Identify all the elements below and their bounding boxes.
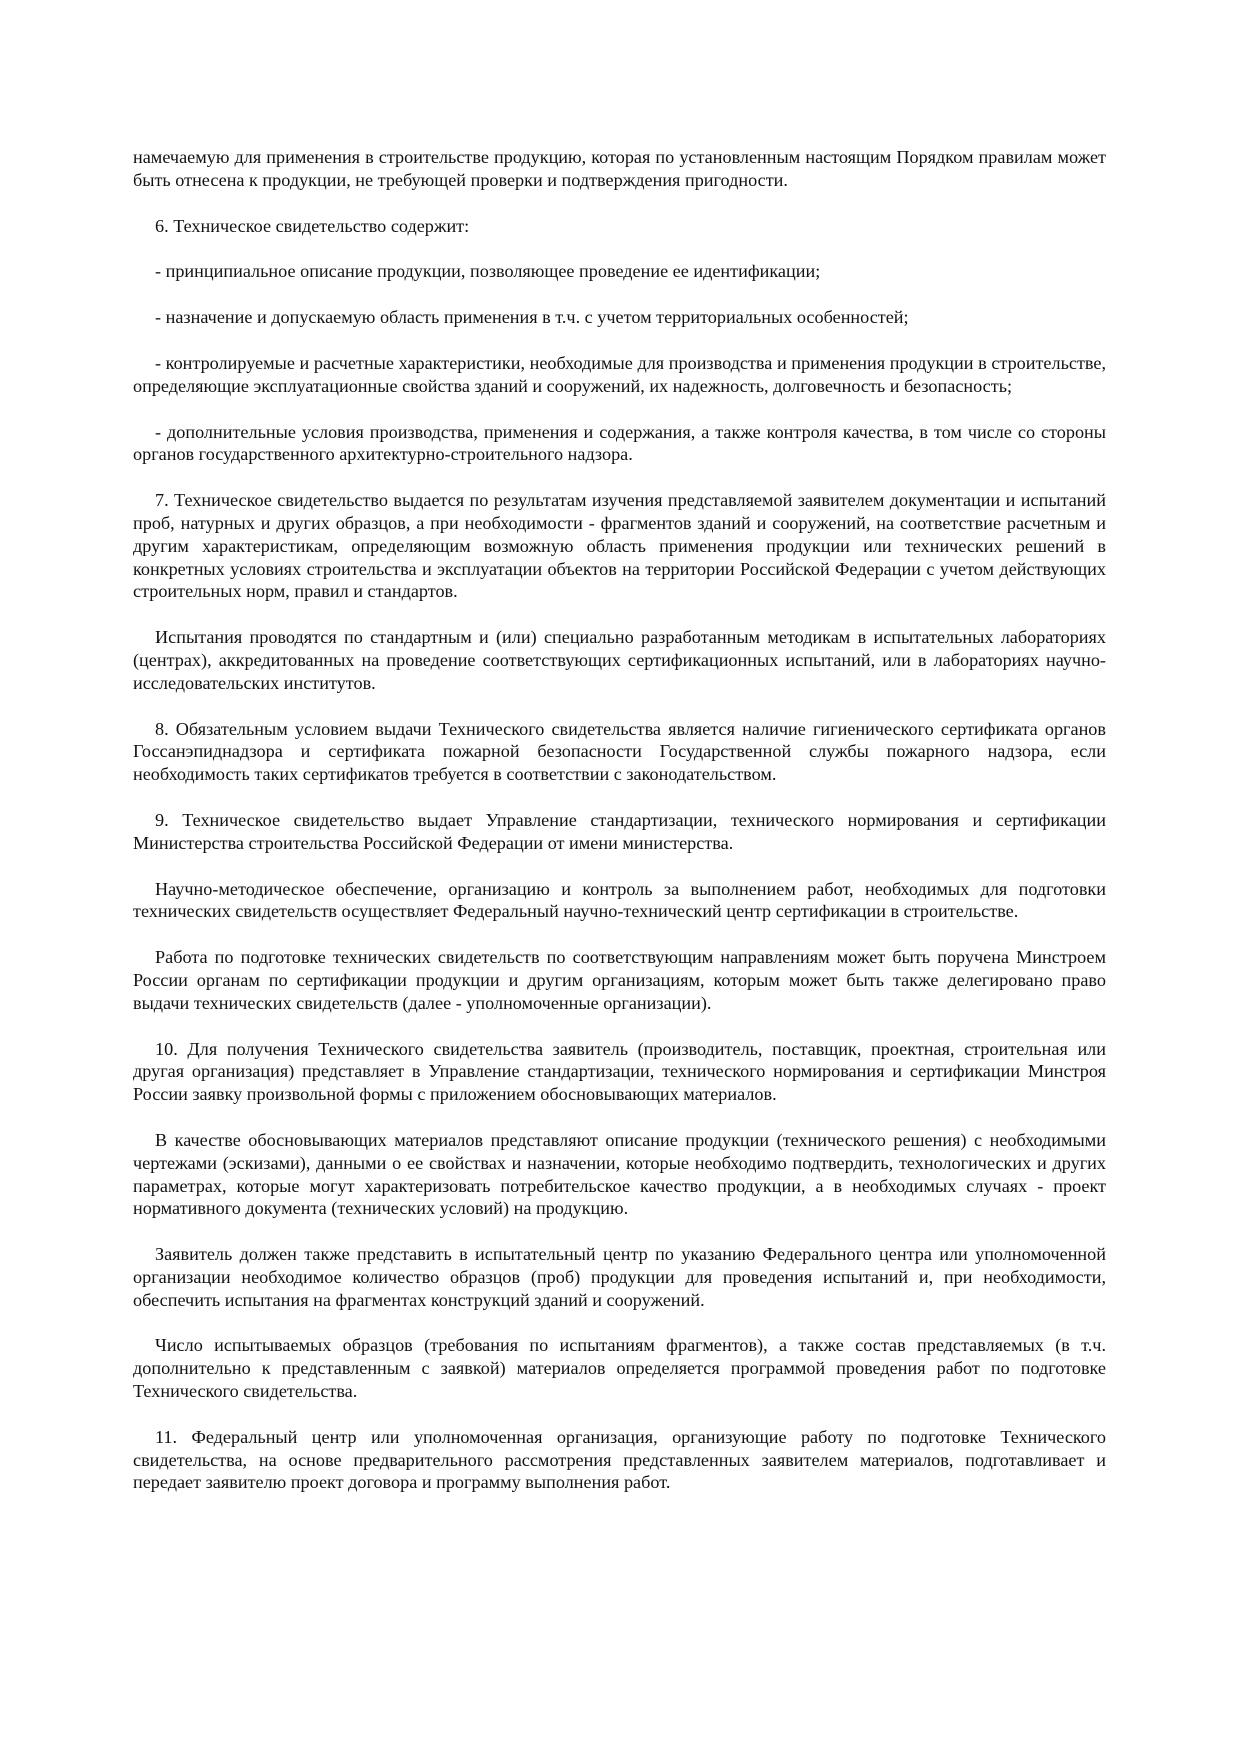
paragraph-list-item: - назначение и допускаемую область применения в т.ч. с учетом территориальных особенностей; [155, 307, 909, 328]
paragraph-item-9: 9. Техническое свидетельство выдает Управление стандартизации, технического нормирования и сертификации Министерства строительства Российской Федерации от имени министерства. [133, 809, 1106, 853]
paragraph-continuation: намечаемую для применения в строительстве продукцию, которая по установленным настоящим Порядком правилам может быть отнесена к продукции, не требующей проверки и подтверждения пригодности. [133, 147, 1106, 190]
paragraph-testing: Испытания проводятся по стандартным и (или) специально разработанным методикам в испытательных лабораториях (центрах), аккредитованных на проведение соответствующих сертификационных испытаний, или в лабораториях научно-исследовательских институтов. [133, 627, 1106, 693]
paragraph-list-item: - контролируемые и расчетные характеристики, необходимые для производства и применения продукции в строительстве, определяющие эксплуатационные свойства зданий и сооружений, их надежность, долговечность и безопасность; [133, 352, 1106, 396]
paragraph-methodology: Научно-методическое обеспечение, организацию и контроль за выполнением работ, необходимых для подготовки технических свидетельств осуществляет Федеральный научно-технический центр сертификации в строительстве. [133, 878, 1106, 922]
paragraph-samples: Заявитель должен также представить в испытательный центр по указанию Федерального центра или уполномоченной организации необходимое количество образцов (проб) продукции для проведения испытаний и, при необходимости, обеспечить испытания на фрагментах конструкций зданий и сооружений. [133, 1244, 1106, 1310]
document-page [133, 146, 1106, 1517]
paragraph-item-6: 6. Техническое свидетельство содержит: [155, 215, 470, 236]
paragraph-item-11: 11. Федеральный центр или уполномоченная организация, организующие работу по подготовке Технического свидетельства, на основе предварительного рассмотрения представленных заявителем материалов, подготавливает и передает заявителю проект договора и программу выполнения работ. [133, 1426, 1106, 1493]
paragraph-sample-count: Число испытываемых образцов (требования по испытаниям фрагментов), а также состав представляемых (в т.ч. дополнительно к представленным с заявкой) материалов определяется программой проведения работ по подготовке Технического свидетельства. [133, 1335, 1106, 1402]
paragraph-materials: В качестве обосновывающих материалов представляют описание продукции (технического решения) с необходимыми чертежами (эскизами), данными о ее свойствах и назначении, которые необходимо подтвердить, технологических и других параметрах, которые могут характеризовать потребительское качество продукции, а в необходимых случаях - проект нормативного документа (технических условий) на продукцию. [133, 1129, 1106, 1219]
paragraph-delegation: Работа по подготовке технических свидетельств по соответствующим направлениям может быть поручена Минстроем России органам по сертификации продукции и другим организациям, которым может быть также делегировано право выдачи технических свидетельств (далее - уполномоченные организации). [133, 947, 1106, 1013]
paragraph-item-8: 8. Обязательным условием выдачи Технического свидетельства является наличие гигиенического сертификата органов Госсанэпиднадзора и сертификата пожарной безопасности Государственной службы пожарного надзора, если необходимость таких сертификатов требуется в соответствии с законодательством. [133, 718, 1106, 785]
paragraph-list-item: - дополнительные условия производства, применения и содержания, а также контроля качества, в том числе со стороны органов государственного архитектурно-строительного надзора. [133, 421, 1106, 465]
paragraph-list-item: - принципиальное описание продукции, позволяющее проведение ее идентификации; [155, 261, 821, 282]
paragraph-item-10: 10. Для получения Технического свидетельства заявитель (производитель, поставщик, проектная, строительная или другая организация) представляет в Управление стандартизации, технического нормирования и сертификации Минстроя России заявку произвольной формы с приложением обосновывающих материалов. [133, 1038, 1106, 1105]
paragraph-item-7: 7. Техническое свидетельство выдается по результатам изучения представляемой заявителем документации и испытаний проб, натурных и других образцов, а при необходимости - фрагментов зданий и сооружений, на соответствие расчетным и другим характеристикам, определяющим возможную область применения продукции или технических решений в конкретных условиях строительства и эксплуатации объектов на территории Российской Федерации с учетом действующих строительных норм, правил и стандартов. [133, 490, 1106, 602]
